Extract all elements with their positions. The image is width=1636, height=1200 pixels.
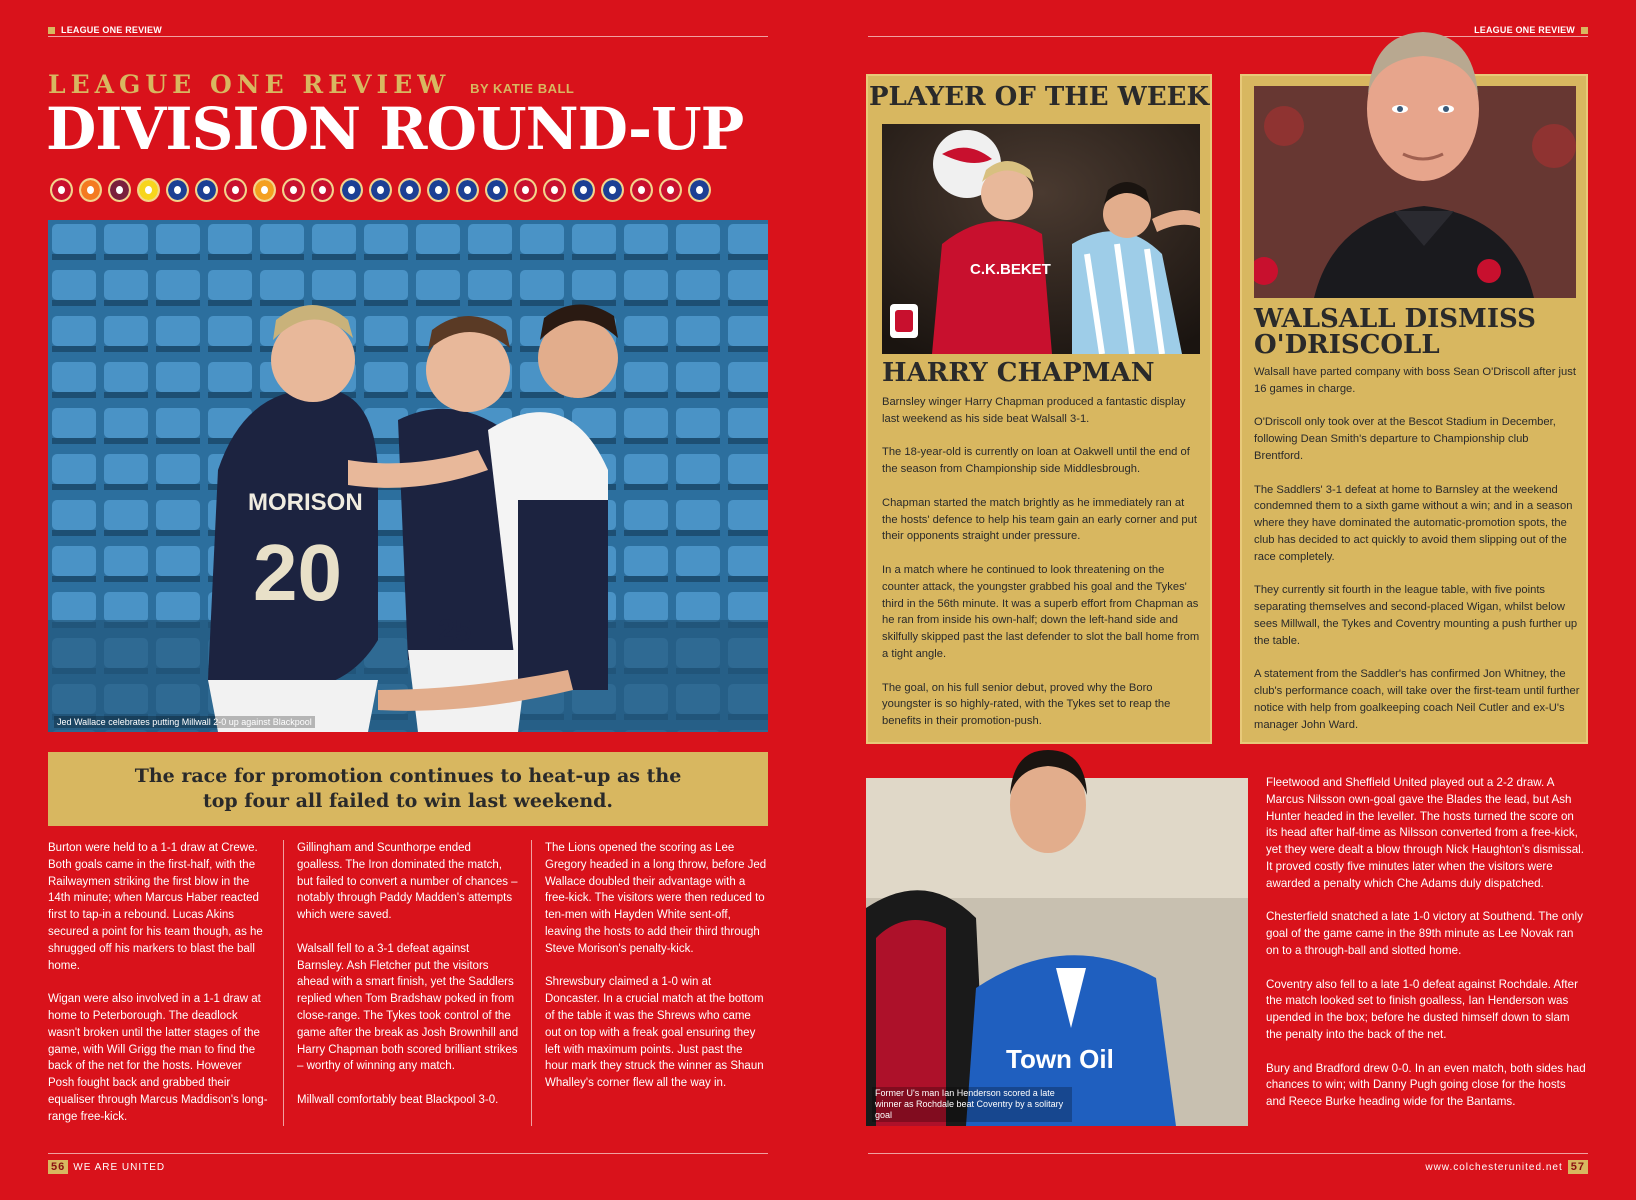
svg-text:MORISON: MORISON (248, 489, 363, 516)
paragraph: Walsall fell to a 3-1 defeat against Barnsley. Ash Fletcher put the visitors ahead with a smart finish, yet the Saddlers replied when Tom Bradshaw poked in from close-range. The Tykes took control of the game after the break as Josh Brownhill and Harry Chapman both scored brilliant strikes – worthy of winning any match. (297, 942, 519, 1073)
club-crest-icon (630, 178, 653, 202)
harry-chapman-image (882, 124, 1200, 354)
paragraph: Chapman started the match brightly as he immediately ran at the hosts' defence to help his team gain an early corner and put their opponents straight under pressure. (882, 496, 1197, 543)
column-divider (531, 840, 532, 1126)
potw-player-name: HARRY CHAPMAN (882, 358, 1155, 388)
club-crests-row (50, 178, 711, 202)
club-crest-icon (572, 178, 595, 202)
paragraph: Fleetwood and Sheffield United played out a 2-2 draw. A Marcus Nilsson own-goal gave the Blades the lead, but Ash Hunter headed in the leveller. The hosts turned the score on its head after half-time as Nilsson converted from a free-kick, yet they were dealt a blow through Nick Haughton's dismissal. It proved costly five minutes later when the visitors were awarded a penalty which Che Adams duly dispatched. (1266, 776, 1584, 890)
paragraph: O'Driscoll only took over at the Bescot Stadium in December, following Dean Smith's departure to Championship club Brentford. (1254, 416, 1556, 462)
page-number: 56 (48, 1160, 68, 1174)
svg-text:20: 20 (253, 528, 342, 617)
page-title: DIVISION ROUND-UP (46, 95, 744, 163)
column-divider (283, 840, 284, 1126)
potw-photo (882, 124, 1200, 354)
club-crest-icon (340, 178, 363, 202)
potw-heading: PLAYER OF THE WEEK (868, 82, 1210, 112)
paragraph: Chesterfield snatched a late 1-0 victory at Southend. The only goal of the game came in the 89th minute as Lee Novak ran on to a through-ball and slotted home. (1266, 910, 1583, 957)
header-marker-icon (48, 27, 55, 34)
paragraph: Shrewsbury claimed a 1-0 win at Doncaster. In a crucial match at the bottom of the table it was the Shrews who came out on top with a freak goal ensuring they left with maximum points. Just past the hour mark they struck the winner as Shaun Whalley's corner flew all the way in. (545, 976, 764, 1090)
club-crest-icon (456, 178, 479, 202)
svg-text:25: 25 (438, 614, 472, 647)
club-crest-icon (79, 178, 102, 202)
club-crest-icon (137, 178, 160, 202)
footer-rule (868, 1153, 1588, 1154)
paragraph: The 18-year-old is currently on loan at Oakwell until the end of the season from Championship side Middlesbrough. (882, 446, 1190, 476)
article-column-1 (48, 840, 270, 1142)
club-crest-icon (282, 178, 305, 202)
right-page (818, 0, 1636, 1200)
club-crest-icon (485, 178, 508, 202)
walsall-article (1254, 364, 1580, 750)
potw-article (882, 394, 1202, 747)
paragraph: They currently sit fourth in the league table, with five points separating themselves and second-placed Wigan, whilst below sees Millwall, the Tykes and Coventry mounting a push further up the table. (1254, 584, 1578, 647)
page-number: 57 (1568, 1160, 1588, 1174)
paragraph: Wigan were also involved in a 1-1 draw at home to Peterborough. The deadlock wasn't broken until the latter stages of the game, with Will Grigg the man to find the back of the net for the hosts. However Posh fought back and grabbed their equaliser through Marcus Maddison's long-range free-kick. (48, 993, 268, 1123)
paragraph: A statement from the Saddler's has confirmed Jon Whitney, the club's performance coach, will take over the first-team until further notice with help from goalkeeping coach Neil Cutler and ex-U's manager John Ward. (1254, 668, 1580, 731)
standfirst-banner (48, 752, 768, 826)
club-crest-icon (514, 178, 537, 202)
paragraph: Bury and Bradford drew 0-0. In an even match, both sides had chances to win; with Danny Pugh going close for the hosts and Reece Burke heading wide for the Bantams. (1266, 1061, 1586, 1109)
paragraph: Burton were held to a 1-1 draw at Crewe. Both goals came in the first-half, with the Railwaymen striking the first blow in the 14th minute; when Marcus Haber reacted first to tap-in a rebound. Lucas Akins secured a point for his team though, as he shrugged off his markers to blast the ball home. (48, 842, 263, 972)
page-footer (48, 1160, 165, 1174)
paragraph: The Saddlers' 3-1 defeat at home to Barnsley at the weekend condemned them to a sixth game without a win; and in a season where they have dominated the automatic-promotion spots, the club has decided to act quickly to avoid them slipping out of the race completely. (1254, 483, 1573, 563)
main-photo-caption: Jed Wallace celebrates putting Millwall 2-0 up against Blackpool (54, 716, 315, 728)
byline: BY KATIE BALL (470, 81, 575, 96)
walsall-headline: WALSALL DISMISS O'DRISCOLL (1254, 304, 1536, 360)
club-crest-icon (398, 178, 421, 202)
club-crest-icon (543, 178, 566, 202)
right-article-column (1266, 775, 1588, 1128)
website-link[interactable]: www.colchesterunited.net (1425, 1161, 1563, 1173)
club-crest-icon (369, 178, 392, 202)
club-crest-icon (659, 178, 682, 202)
odriscoll-portrait-cutout (1348, 14, 1498, 214)
article-column-2 (297, 840, 519, 1126)
player-of-the-week-box (866, 74, 1212, 744)
club-crest-icon (253, 178, 276, 202)
club-crest-icon (50, 178, 73, 202)
footer-label: WE ARE UNITED (73, 1161, 166, 1173)
paragraph: Millwall comfortably beat Blackpool 3-0. (297, 1093, 499, 1106)
svg-text:Town Oil: Town Oil (1006, 1044, 1114, 1074)
millwall-celebration-image (48, 220, 768, 732)
header-rule (48, 36, 768, 37)
barnsley-crest-icon (890, 304, 918, 338)
club-crest-icon (166, 178, 189, 202)
article-column-3 (545, 840, 767, 1109)
svg-text:C.K.BEKET: C.K.BEKET (970, 261, 1051, 278)
walsall-badge-icon (1477, 259, 1501, 283)
paragraph: Coventry also fell to a late 1-0 defeat against Rochdale. After the match looked set to finish goalless, Ian Henderson was upended in the box; before he dusted himself down to slam the penalty into the back of the net. (1266, 977, 1578, 1041)
henderson-caption: Former U's man Ian Henderson scored a late winner as Rochdale beat Coventry by a solitary goal (872, 1087, 1072, 1122)
club-crest-icon (311, 178, 334, 202)
footer-rule (48, 1153, 768, 1154)
club-crest-icon (427, 178, 450, 202)
header-marker-icon (1581, 27, 1588, 34)
main-photo (48, 220, 768, 732)
paragraph: Walsall have parted company with boss Sean O'Driscoll after just 16 games in charge. (1254, 366, 1576, 395)
club-crest-icon (224, 178, 247, 202)
paragraph: The Lions opened the scoring as Lee Gregory headed in a long throw, before Jed Wallace doubled their advantage with a free-kick. The visitors were then reduced to ten-men with Hayden White sent-off, leaving the hosts to add their third through Steve Morison's penalty-kick. (545, 842, 767, 955)
club-crest-icon (688, 178, 711, 202)
club-crest-icon (108, 178, 131, 202)
paragraph: In a match where he continued to look threatening on the counter attack, the youngster grabbed his goal and the Tykes' third in the 56th minute. It was a superb effort from Chapman as he ran from inside his own-half; down the left-hand side and skilfully skipped past the last defender to slot the ball home from a tight angle. (882, 563, 1200, 660)
henderson-head-cutout (993, 740, 1103, 860)
header-label: LEAGUE ONE REVIEW (61, 25, 162, 35)
paragraph: The goal, on his full senior debut, proved why the Boro youngster is so highly-rated, with the Tykes set to reap the benefits in their promotion-push. (882, 681, 1171, 728)
kicker-text: LEAGUE ONE REVIEW (48, 70, 451, 99)
page-footer (1425, 1160, 1588, 1174)
club-crest-icon (601, 178, 624, 202)
header-label: LEAGUE ONE REVIEW (1474, 25, 1575, 35)
club-crest-icon (195, 178, 218, 202)
paragraph: Gillingham and Scunthorpe ended goalless. The Iron dominated the match, but failed to convert a number of chances – notably through Paddy Madden's attempts which were saved. (297, 842, 518, 922)
paragraph: Barnsley winger Harry Chapman produced a fantastic display last weekend as his side beat Walsall 3-1. (882, 396, 1186, 425)
standfirst-text: The race for promotion continues to heat-up as the top four all failed to win last weekend. (134, 765, 682, 812)
